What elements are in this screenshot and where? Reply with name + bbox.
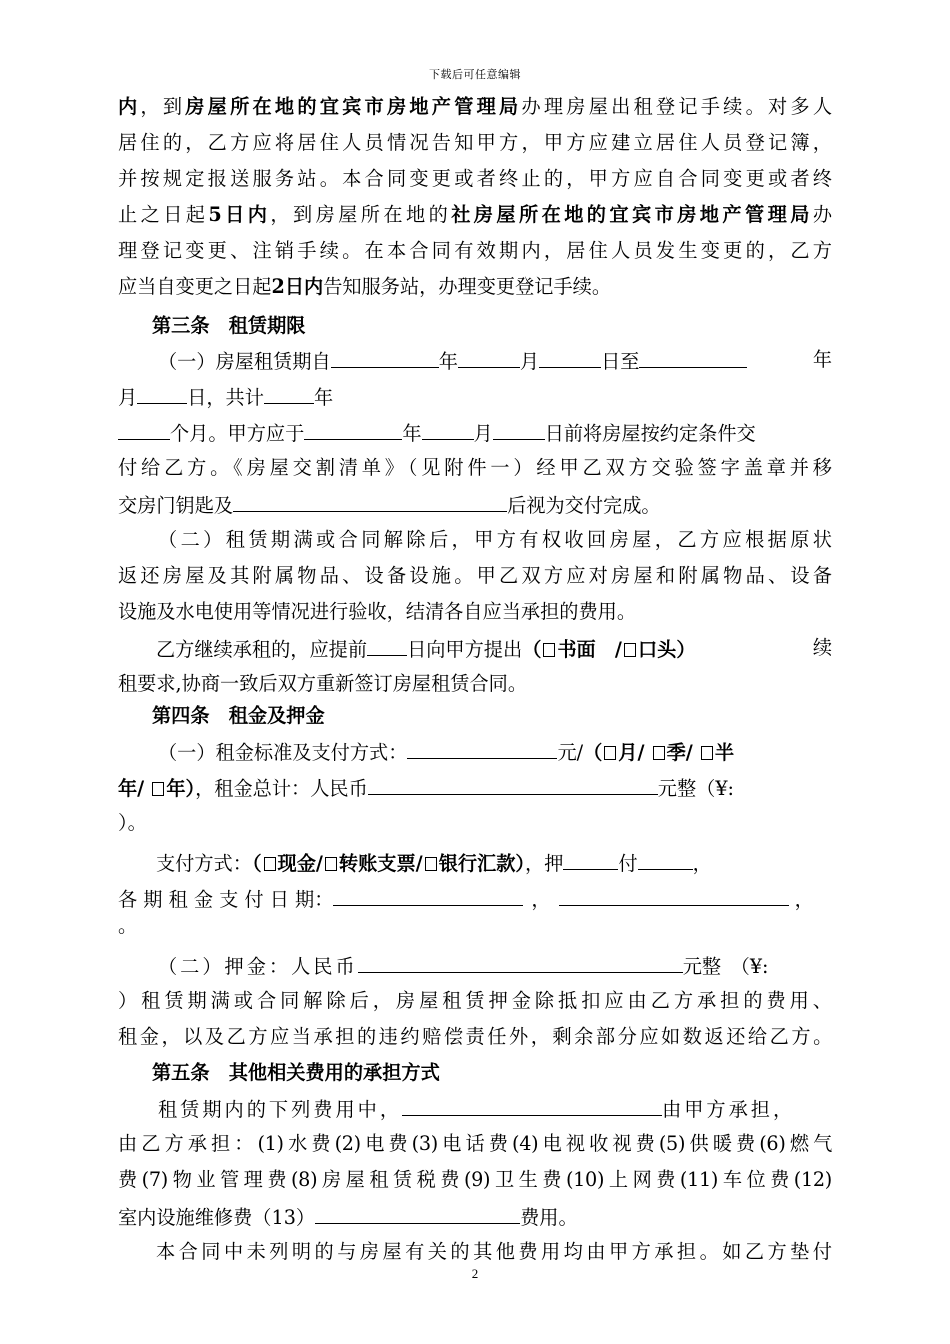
text-line: 止之日起5日内，到房屋所在地的社房屋所在地的宜宾市房地产管理局办: [118, 203, 832, 226]
text-line: 应当自变更之日起2日内告知服务站，办理变更登记手续。: [118, 275, 612, 298]
text-line: 。: [118, 914, 138, 937]
blank-field[interactable]: [315, 1203, 520, 1224]
blank-field[interactable]: [137, 383, 187, 404]
blank-field[interactable]: [358, 952, 683, 973]
checkbox-icon[interactable]: [264, 857, 276, 871]
text-line: 乙方继续承租的，应提前 日向甲方提出（ 书面 / 口头） 续: [156, 636, 832, 661]
checkbox-icon[interactable]: [653, 746, 665, 760]
text-line: 居住的，乙方应将居住人员情况告知甲方，甲方应建立居住人员登记簿，: [118, 131, 832, 154]
blank-field[interactable]: [407, 738, 557, 759]
blank-field[interactable]: [639, 347, 747, 368]
bold-authority: 社房屋所在地的宜宾市房地产管理局: [451, 203, 813, 226]
blank-field[interactable]: [304, 419, 402, 440]
checkbox-icon[interactable]: [425, 857, 437, 871]
text-line: 租金，以及乙方应当承担的违约赔偿责任外，剩余部分应如数返还给乙方。: [118, 1025, 832, 1048]
text-line: 付给乙方。《房屋交割清单》（见附件一）经甲乙双方交验签字盖章并移: [118, 456, 832, 479]
text-line: 各 期 租 金 支 付 日 期： ， ，: [118, 885, 832, 911]
text-line: 由乙方承担：(1)水费(2)电费(3)电话费(4)电视收视费(5)供暖费(6)燃气: [118, 1132, 832, 1155]
checkbox-icon[interactable]: [543, 643, 555, 657]
bold-authority: 房屋所在地的宜宾市房地产管理局: [185, 95, 522, 118]
text-line: 理登记变更、注销手续。在本合同有效期内，居住人员发生变更的，乙方: [118, 239, 832, 262]
blank-field[interactable]: [264, 383, 314, 404]
blank-field[interactable]: [638, 849, 693, 870]
blank-field[interactable]: [118, 419, 170, 440]
blank-field[interactable]: [367, 635, 407, 656]
text-line: 并按规定报送服务站。本合同变更或者终止的，甲方应自合同变更或者终: [118, 167, 832, 190]
text-line: （二）押金：人民币 元整 （¥:: [158, 952, 832, 978]
page-number: 2: [471, 1266, 479, 1281]
text-line: 本合同中未列明的与房屋有关的其他费用均由甲方承担。如乙方垫付: [156, 1240, 832, 1263]
article-3-heading: 第三条 租赁期限: [152, 314, 306, 337]
blank-field[interactable]: [233, 491, 507, 512]
blank-field[interactable]: [458, 347, 520, 368]
page-header: 下载后可任意编辑: [429, 68, 521, 81]
blank-field[interactable]: [539, 347, 601, 368]
blank-field[interactable]: [559, 885, 789, 906]
text-line: （一）租金标准及支付方式： 元/（ 月/ 季/ 半: [158, 738, 832, 764]
checkbox-icon[interactable]: [701, 746, 713, 760]
checkbox-icon[interactable]: [325, 857, 337, 871]
text-line: 租赁期内的下列费用中， 由甲方承担，: [158, 1095, 832, 1121]
text-line: （一）房屋租赁期自 年 月 日至 年: [158, 348, 832, 373]
checkbox-icon[interactable]: [604, 746, 616, 760]
blank-field[interactable]: [563, 849, 618, 870]
text-line: 租要求,协商一致后双方重新签订房屋租赁合同。: [118, 672, 528, 695]
blank-field[interactable]: [331, 347, 439, 368]
text-line: 个月。甲方应于 年 月 日前将房屋按约定条件交: [118, 419, 832, 445]
text-line: ）。: [118, 811, 147, 834]
text-line: 支付方式：（ 现金/ 转账支票/ 银行汇款），押 付 ，: [156, 849, 832, 875]
article-5-heading: 第五条 其他相关费用的承担方式: [152, 1061, 440, 1084]
blank-field[interactable]: [422, 419, 474, 440]
blank-field[interactable]: [333, 885, 523, 906]
checkbox-icon[interactable]: [152, 782, 164, 796]
text-line: 室内设施维修费（13） 费用。: [118, 1203, 832, 1229]
text-line: 费(7)物业管理费(8)房屋租赁税费(9)卫生费(10)上网费(11)车位费(12): [118, 1168, 832, 1191]
text-line: 月 日，共计 年: [118, 383, 832, 409]
blank-field[interactable]: [402, 1095, 662, 1116]
text-line: 返还房屋及其附属物品、设备设施。甲乙双方应对房屋和附属物品、设备: [118, 564, 832, 587]
text-line: 年/ 年），租金总计：人民币 元整（¥:: [118, 774, 832, 800]
text-line: 设施及水电使用等情况进行验收，结清各自应当承担的费用。: [118, 600, 637, 623]
text-line: 交房门钥匙及 后视为交付完成。: [118, 491, 832, 517]
text-line: （二）租赁期满或合同解除后，甲方有权收回房屋，乙方应根据原状: [158, 528, 832, 551]
text-line: 内，到房屋所在地的宜宾市房地产管理局办理房屋出租登记手续。对多人: [118, 95, 832, 118]
blank-field[interactable]: [368, 774, 658, 795]
blank-field[interactable]: [493, 419, 545, 440]
article-4-heading: 第四条 租金及押金: [152, 704, 325, 727]
checkbox-icon[interactable]: [624, 643, 636, 657]
text-line: ）租赁期满或合同解除后，房屋租赁押金除抵扣应由乙方承担的费用、: [118, 989, 832, 1012]
